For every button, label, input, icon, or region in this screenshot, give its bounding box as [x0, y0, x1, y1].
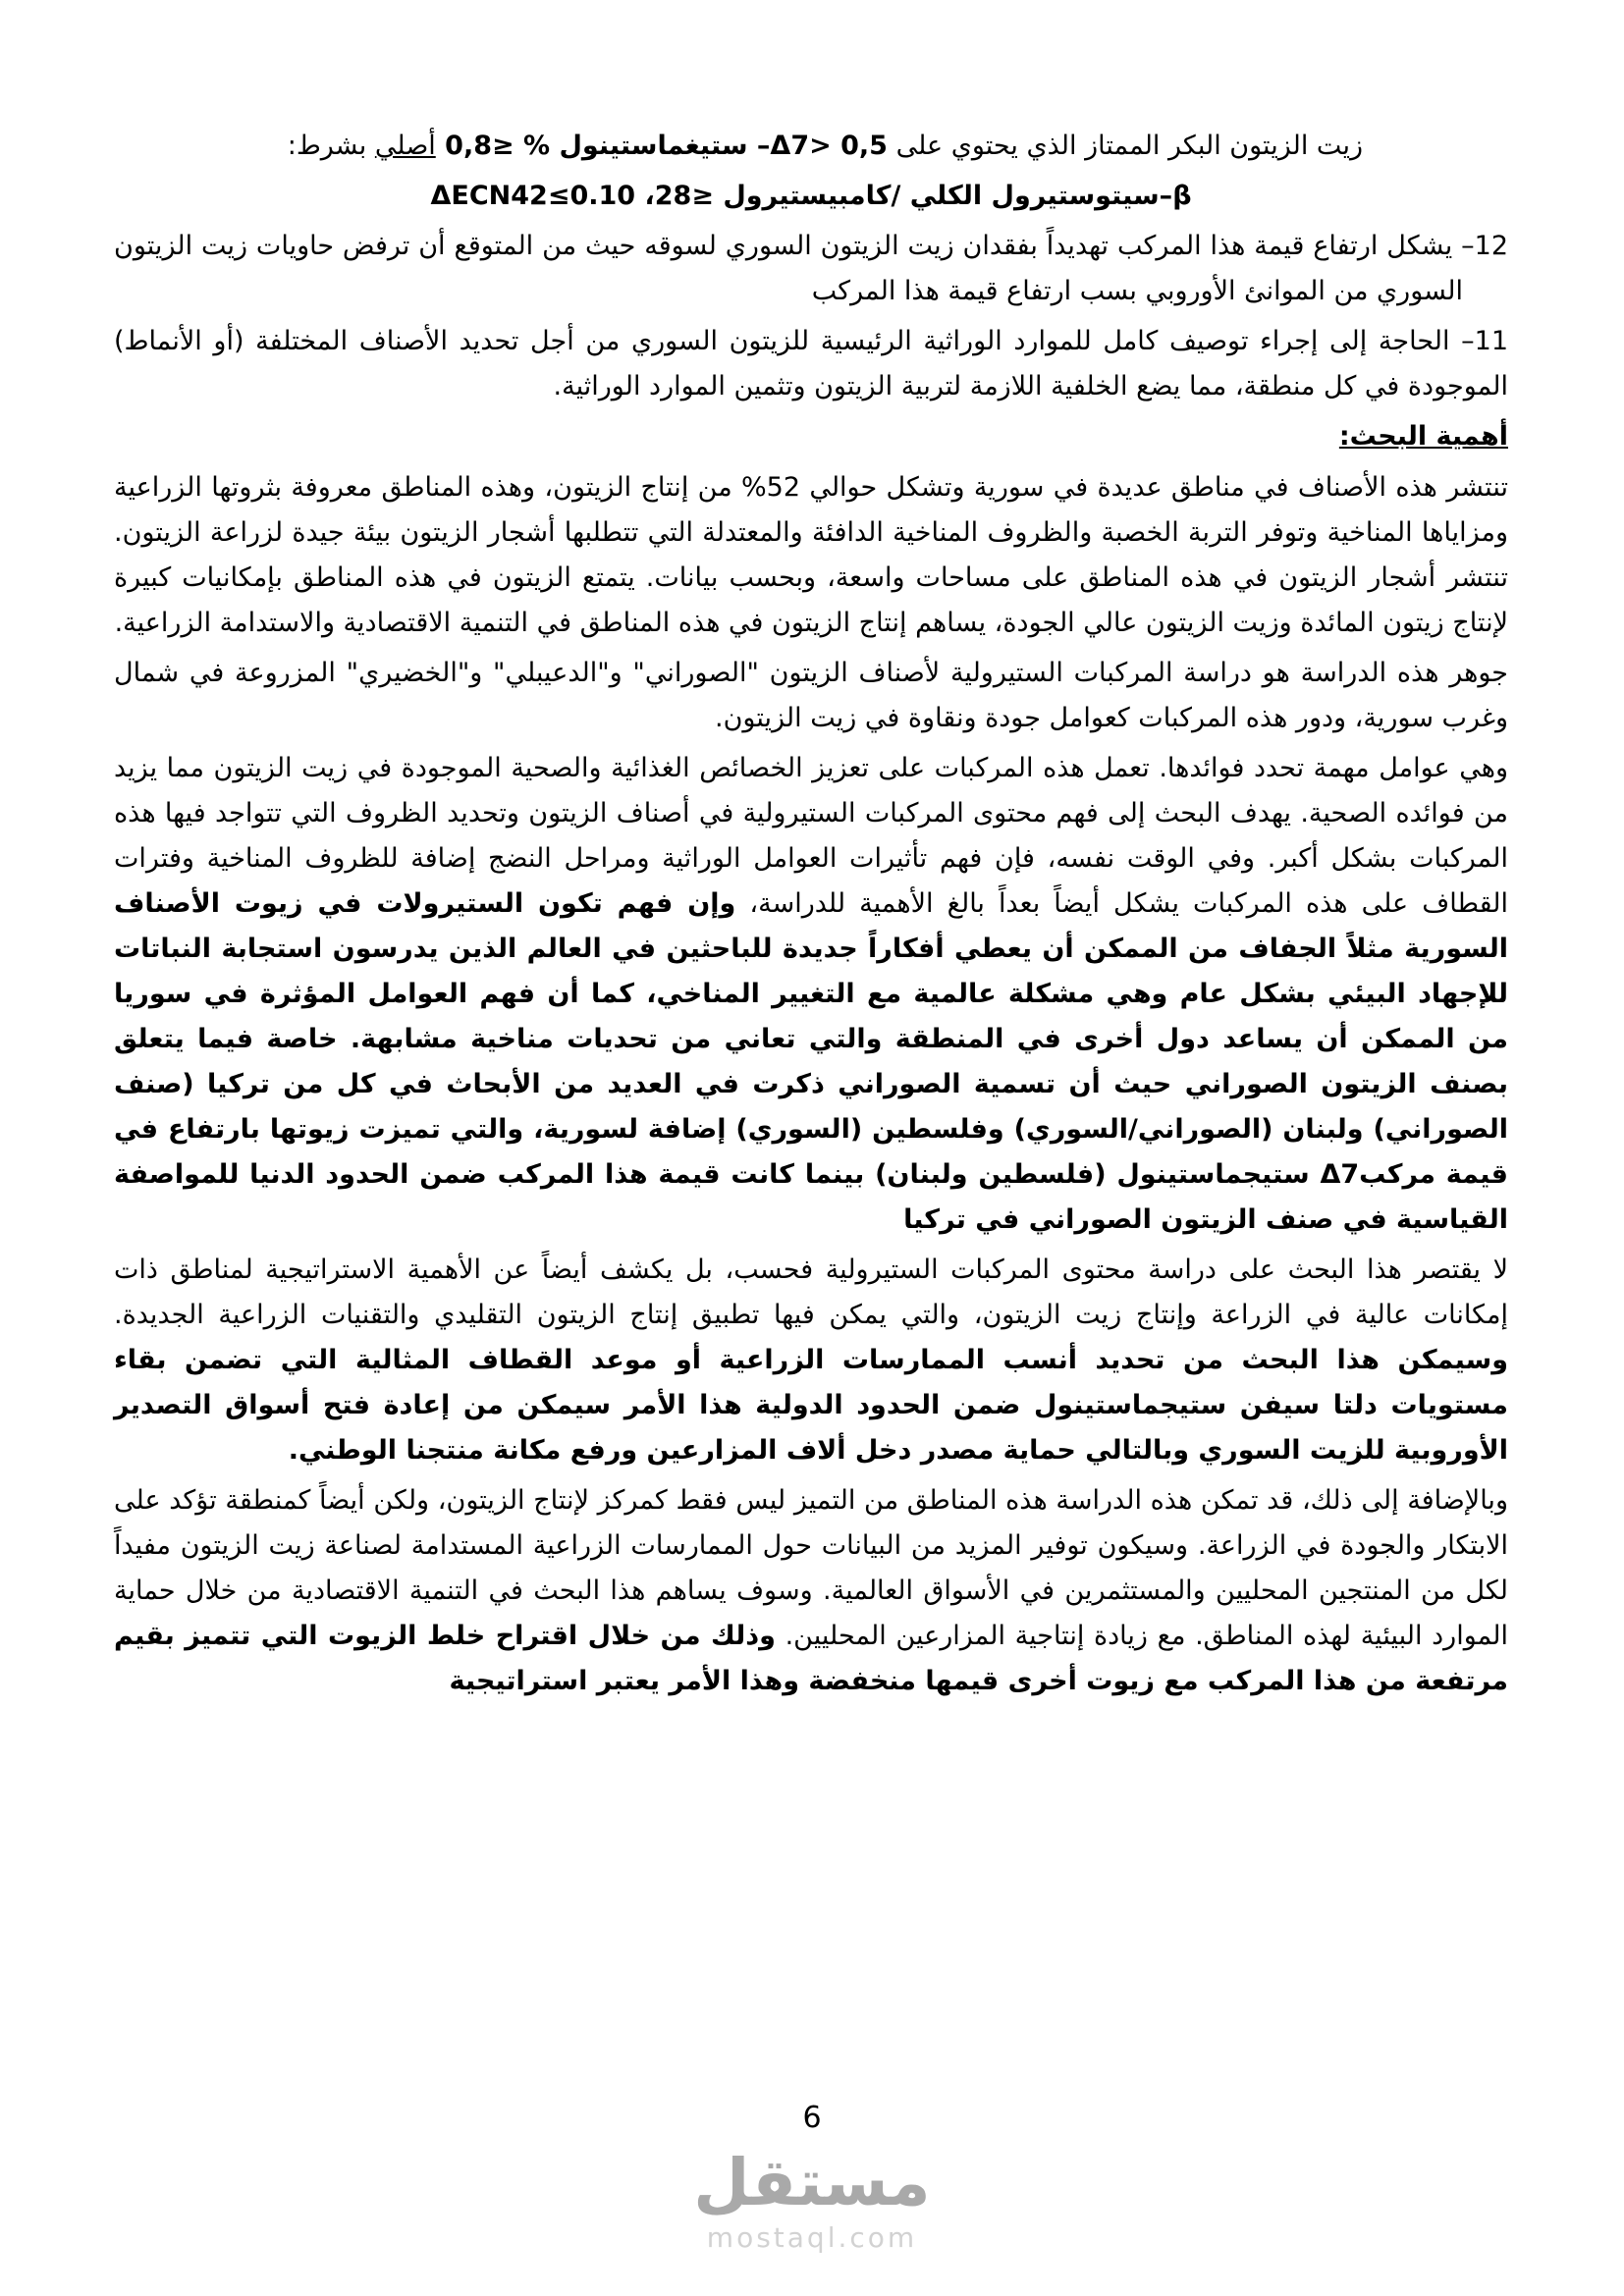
- numbered-item-11: [114, 319, 1508, 409]
- paragraph-study-core: جوهر هذه الدراسة هو دراسة المركبات الستيرولية لأصناف الزيتون "الصوراني" و"الدعيبلي" و"الخضيري" المزروعة في شمال وغرب سورية، ودور هذه المركبات كعوامل جودة ونقاوة في زيت الزيتون.: [114, 658, 1508, 733]
- sterol-formula: β–سيتوستيرول الكلي /كامبيستيرول ≤28، 0.10≥ΔECN42: [430, 181, 1192, 211]
- watermark-site-url: mostaql.com: [706, 2221, 918, 2254]
- item-text: يشكل ارتفاع قيمة هذا المركب تهديداً بفقدان زيت الزيتون السوري لسوقه حيث من المتوقع أن ترفض حاويات زيت الزيتون السوري من الموانئ الأوروبي بسب ارتفاع قيمة هذا المركب: [114, 231, 1463, 306]
- item-text: الحاجة إلى إجراء توصيف كامل للموارد الوراثية الرئيسية للزيتون السوري من أجل تحديد الأصناف المختلفة (أو الأنماط) الموجودة في كل منطقة، مما يضع الخلفية اللازمة لتربية الزيتون وتثمين الموارد الوراثية.: [114, 326, 1508, 401]
- mostaql-logo: مستقل: [693, 2145, 931, 2220]
- page-footer: [0, 2101, 1624, 2254]
- item-dash: –: [1461, 231, 1475, 261]
- page-number: 6: [802, 2101, 822, 2135]
- section-heading: أهمية البحث:: [1338, 421, 1508, 452]
- item-dash: –: [1461, 326, 1475, 356]
- item-number: 11: [1474, 326, 1508, 356]
- section-heading-line: [114, 414, 1508, 459]
- paragraph-additional-benefits: وبالإضافة إلى ذلك، قد تمكن هذه الدراسة هذه المناطق من التميز ليس فقط كمركز لإنتاج الزيتون، ولكن أيضاً كمنطقة تؤكد على الابتكار والجودة في الزراعة. وسيكون توفير المزيد من البيانات حول الممارسات الزراعية المستدامة لصناعة زيت الزيتون مفيداً لكل من المنتجين المحليين والمستثمرين في الأسواق العالمية. وسوف يساهم هذا البحث في التنمية الاقتصادية من خلال حماية الموارد البيئية لهذه المناطق. مع زيادة إنتاجية المزارعين المحليين. وذلك من خلال اقتراح خلط الزيوت التي تتميز بقيم مرتفعة من هذا المركب مع زيوت أخرى قيمها منخفضة وهذا الأمر يعتبر استراتيجية: [114, 1485, 1508, 1696]
- paragraph-varieties-spread: تنتشر هذه الأصناف في مناطق عديدة في سورية وتشكل حوالي 52% من إنتاج الزيتون، وهذه المناطق معروفة بثروتها الزراعية ومزاياها المناخية وتوفر التربة الخصبة والظروف المناخية الدافئة والمعتدلة التي تتطلبها أشجار الزيتون بيئة جيدة لزراعة الزيتون. تنتشر أشجار الزيتون في هذه المناطق على مساحات واسعة، وبحسب بيانات. يتمتع الزيتون في هذه المناطق بإمكانيات كبيرة لإنتاج زيتون المائدة وزيت الزيتون عالي الجودة، يساهم إنتاج الزيتون في هذه المناطق في التنمية الاقتصادية والاستدامة الزراعية.: [114, 472, 1508, 638]
- condition-statement: زيت الزيتون البكر الممتاز الذي يحتوي على 0,5 <Δ7– ستيغماستينول % ≤0,8 أصلي بشرط:: [287, 131, 1363, 161]
- paragraph-sterols-importance: وهي عوامل مهمة تحدد فوائدها. تعمل هذه المركبات على تعزيز الخصائص الغذائية والصحية الموجودة في زيت الزيتون مما يزيد من فوائده الصحية. يهدف البحث إلى فهم محتوى المركبات الستيرولية في أصناف الزيتون وتحديد الظروف التي تتواجد فيها هذه المركبات بشكل أكبر. وفي الوقت نفسه، فإن فهم تأثيرات العوامل الوراثية ومراحل النضج إضافة للظروف المناخية وفترات القطاف على هذه المركبات يشكل أيضاً بعداً بالغ الأهمية للدراسة، وإن فهم تكون الستيرولات في زيوت الأصناف السورية مثلاً الجفاف من الممكن أن يعطي أفكاراً جديدة للباحثين في العالم الذين يدرسون استجابة النباتات للإجهاد البيئي بشكل عام وهي مشكلة عالمية مع التغيير المناخي، كما أن فهم العوامل المؤثرة في سوريا من الممكن أن يساعد دول أخرى في المنطقة والتي تعاني من تحديات مناخية مشابهة. خاصة فيما يتعلق بصنف الزيتون الصوراني حيث أن تسمية الصوراني ذكرت في العديد من الأبحاث في كل من تركيا (صنف الصوراني) ولبنان (الصوراني/السوري) وفلسطين (السوري) إضافة لسورية، والتي تميزت زيوتها بارتفاع في قيمة مركبΔ7 ستيجماستينول (فلسطين ولبنان) بينما كانت قيمة هذا المركب ضمن الحدود الدنيا للمواصفة القياسية في صنف الزيتون الصوراني في تركيا: [114, 753, 1508, 1235]
- item-number: 12: [1474, 231, 1508, 261]
- document-body: [114, 124, 1508, 1709]
- numbered-item-12: [114, 224, 1508, 314]
- paragraph-strategic-importance: لا يقتصر هذا البحث على دراسة محتوى المركبات الستيرولية فحسب، بل يكشف أيضاً عن الأهمية الاستراتيجية لمناطق ذات إمكانات عالية في الزراعة وإنتاج زيت الزيتون، والتي يمكن فيها تطبيق إنتاج الزيتون التقليدي والتقنيات الزراعية الجديدة. وسيمكن هذا البحث من تحديد أنسب الممارسات الزراعية أو موعد القطاف المثالية التي تضمن بقاء مستويات دلتا سيفن ستيجماستينول ضمن الحدود الدولية هذا الأمر سيمكن من إعادة فتح أسواق التصدير الأوروبية للزيت السوري وبالتالي حماية مصدر دخل ألاف المزارعين ورفع مكانة منتجنا الوطني.: [114, 1255, 1508, 1466]
